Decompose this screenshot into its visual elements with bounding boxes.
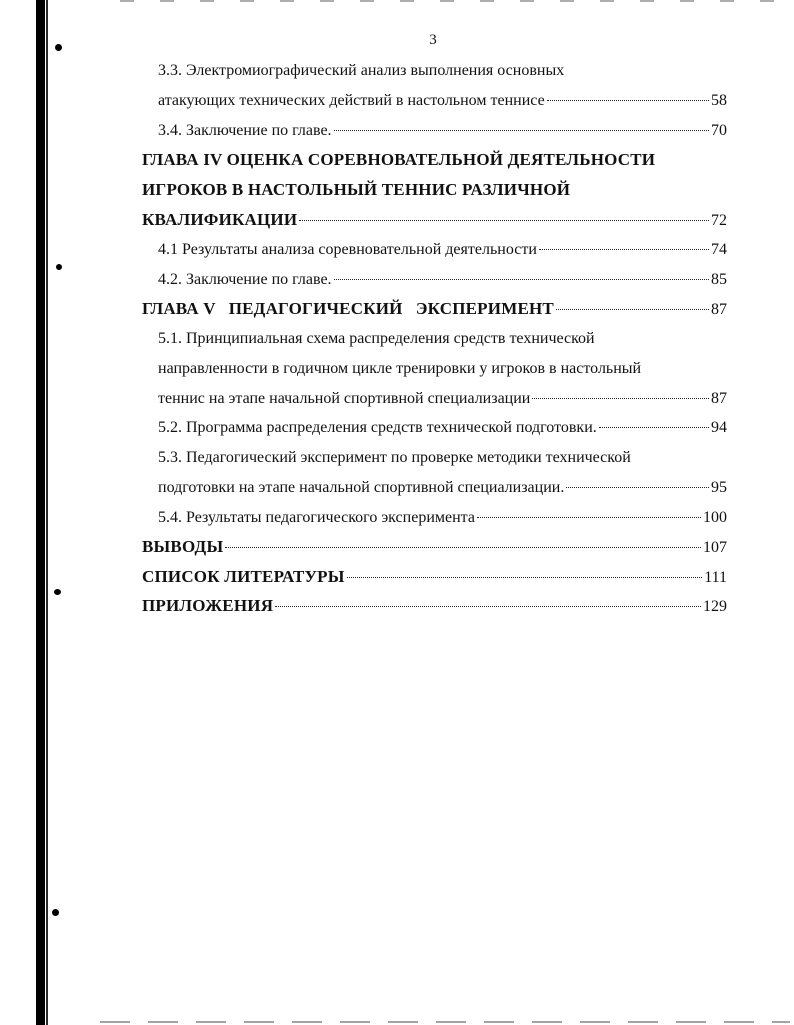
toc-page-number: 74 bbox=[711, 241, 727, 258]
toc-entry-5-2 bbox=[158, 413, 727, 443]
toc-entry-4-1 bbox=[158, 235, 727, 265]
scan-edge-top bbox=[120, 0, 780, 2]
toc-page-number: 129 bbox=[703, 598, 727, 615]
binding-edge-line bbox=[46, 0, 48, 1025]
scan-speck bbox=[52, 909, 59, 916]
scan-speck bbox=[54, 589, 61, 595]
dot-leader bbox=[532, 398, 709, 399]
dot-leader bbox=[477, 517, 701, 518]
dot-leader bbox=[566, 487, 709, 488]
toc-entry-4-2 bbox=[158, 265, 727, 295]
toc-chapter-5 bbox=[142, 294, 727, 324]
toc-page-number: 85 bbox=[711, 271, 727, 288]
toc-page-number: 87 bbox=[711, 301, 727, 318]
toc-entry-title: теннис на этапе начальной спортивной специализации bbox=[158, 390, 531, 407]
toc-page-number: 87 bbox=[711, 390, 727, 407]
toc-entry-title: ПРИЛОЖЕНИЯ bbox=[142, 596, 274, 615]
toc-page-number: 100 bbox=[703, 509, 727, 526]
toc-chapter-4 bbox=[142, 205, 727, 235]
toc-entry-5-4 bbox=[158, 503, 727, 533]
toc-entry-5-3 bbox=[158, 473, 727, 503]
toc-entry-5-1-line2: направленности в годичном цикле тренировки у игроков в настольный bbox=[158, 360, 642, 377]
dot-leader bbox=[299, 220, 709, 221]
toc-entry-5-1-line1: 5.1. Принципиальная схема распределения средств технической bbox=[158, 330, 595, 347]
dot-leader bbox=[225, 547, 701, 548]
dot-leader bbox=[547, 100, 709, 101]
toc-entry-title: подготовки на этапе начальной спортивной специализации. bbox=[158, 479, 565, 496]
toc-entry-3-3-line1: 3.3. Электромиографический анализ выполнения основных bbox=[158, 62, 565, 79]
toc-entry-title: 5.4. Результаты педагогического эксперимента bbox=[158, 509, 475, 526]
page-number: 3 bbox=[429, 32, 437, 48]
toc-chapter-4-line2: ИГРОКОВ В НАСТОЛЬНЫЙ ТЕННИС РАЗЛИЧНОЙ bbox=[142, 180, 571, 199]
scan-speck bbox=[56, 264, 62, 270]
dot-leader bbox=[599, 427, 709, 428]
toc-entry-title: КВАЛИФИКАЦИИ bbox=[142, 210, 298, 229]
dot-leader bbox=[334, 130, 709, 131]
toc-chapter-4-line1: ГЛАВА IV ОЦЕНКА СОРЕВНОВАТЕЛЬНОЙ ДЕЯТЕЛЬНОСТИ bbox=[142, 150, 656, 169]
toc-entry-title: ВЫВОДЫ bbox=[142, 537, 224, 556]
toc-page-number: 72 bbox=[711, 212, 727, 229]
toc-entry-title: 5.2. Программа распределения средств технической подготовки. bbox=[158, 419, 597, 436]
dot-leader bbox=[347, 577, 703, 578]
dot-leader bbox=[275, 606, 701, 607]
toc-entry-title: 3.4. Заключение по главе. bbox=[158, 122, 332, 139]
toc-entry-title: СПИСОК ЛИТЕРАТУРЫ bbox=[142, 567, 345, 586]
toc-entry-title: 4.1 Результаты анализа соревновательной деятельности bbox=[158, 241, 537, 258]
toc-entry-title: атакующих технических действий в настольном теннисе bbox=[158, 92, 545, 109]
toc-page-number: 58 bbox=[711, 92, 727, 109]
toc-page-number: 94 bbox=[711, 419, 727, 436]
toc-references bbox=[142, 562, 727, 592]
dot-leader bbox=[334, 279, 709, 280]
toc-entry-title: ГЛАВА V ПЕДАГОГИЧЕСКИЙ ЭКСПЕРИМЕНТ bbox=[142, 299, 554, 318]
toc-entry-title: 4.2. Заключение по главе. bbox=[158, 271, 332, 288]
toc-page-number: 70 bbox=[711, 122, 727, 139]
dot-leader bbox=[556, 309, 709, 310]
toc-conclusions bbox=[142, 532, 727, 562]
toc-appendices bbox=[142, 591, 727, 621]
toc-entry-3-3 bbox=[158, 86, 727, 116]
toc-page-number: 107 bbox=[703, 539, 727, 556]
toc-page-number: 111 bbox=[704, 569, 727, 586]
toc-entry-3-4 bbox=[158, 116, 727, 146]
binding-edge-shadow bbox=[36, 0, 45, 1025]
toc-entry-5-3-line1: 5.3. Педагогический эксперимент по проверке методики технической bbox=[158, 449, 631, 466]
toc-page-number: 95 bbox=[711, 479, 727, 496]
dot-leader bbox=[539, 249, 709, 250]
toc-entry-5-1 bbox=[158, 384, 727, 414]
scan-edge-bottom bbox=[100, 1021, 790, 1023]
